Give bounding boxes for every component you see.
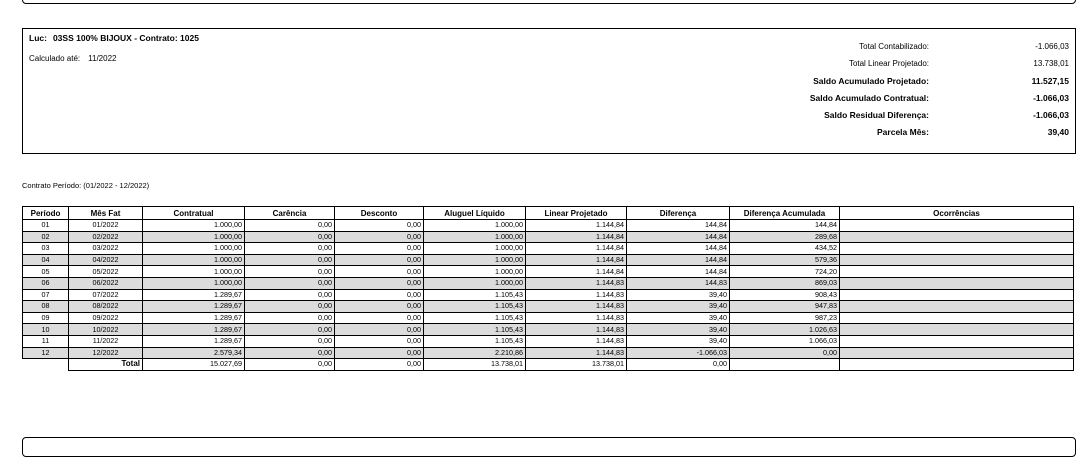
table-row [23,289,1074,301]
summary-row [509,106,1069,123]
table-cell: 10 [23,324,69,336]
table-cell: 1.144,84 [526,266,627,278]
table-cell: 1.289,67 [143,324,245,336]
table-cell: 08 [23,301,69,313]
summary-value: 11.527,15 [1031,75,1069,86]
table-cell: 1.000,00 [143,254,245,266]
table-cell: 0,00 [335,312,424,324]
table-cell: 579,36 [730,254,840,266]
bottom-frame [22,437,1076,457]
total-spacer [23,359,69,371]
total-cell: 13.738,01 [424,359,526,371]
summary-label: Total Contabilizado: [859,42,929,51]
table-cell: 1.000,00 [424,277,526,289]
table-cell: 1.000,00 [143,231,245,243]
calc-value: 11/2022 [88,54,117,63]
total-cell: 0,00 [335,359,424,371]
table-cell [840,312,1074,324]
table-row [23,254,1074,266]
table-cell: 11/2022 [69,335,143,347]
table-row [23,347,1074,359]
summary-value: -1.066,03 [1033,92,1069,103]
table-cell: 144,84 [627,243,730,255]
table-row [23,277,1074,289]
table-cell: 02 [23,231,69,243]
table-row [23,243,1074,255]
table-cell: 1.144,83 [526,301,627,313]
table-cell: 12 [23,347,69,359]
table-cell: 39,40 [627,301,730,313]
table-row [23,266,1074,278]
table-cell: 1.144,83 [526,277,627,289]
luc-value: 03SS 100% BIJOUX - Contrato: 1025 [52,33,199,43]
column-header: Diferença Acumulada [730,207,840,220]
summary-label: Saldo Residual Diferença: [824,109,929,120]
table-cell: 1.000,00 [424,243,526,255]
table-cell: 06/2022 [69,277,143,289]
table-cell: 39,40 [627,335,730,347]
table-row [23,301,1074,313]
table-cell: 0,00 [335,301,424,313]
table-cell [840,324,1074,336]
total-cell: 0,00 [627,359,730,371]
table-cell: 0,00 [335,266,424,278]
column-header: Diferença [627,207,730,220]
summary-row [509,89,1069,106]
table-cell: 0,00 [245,289,335,301]
table-cell: 1.000,00 [424,266,526,278]
table-cell: 908,43 [730,289,840,301]
table-cell: 0,00 [245,231,335,243]
table-cell: 2.579,34 [143,347,245,359]
table-cell: 1.000,00 [424,231,526,243]
column-header: Aluguel Líquido [424,207,526,220]
table-cell: 0,00 [335,335,424,347]
total-cell: 13.738,01 [526,359,627,371]
table-cell: 1.144,84 [526,231,627,243]
table-cell: 09/2022 [69,312,143,324]
column-header: Mês Fat [69,207,143,220]
table-cell: 1.105,43 [424,335,526,347]
summary-value: 39,40 [1047,126,1069,137]
total-label: Total [69,359,143,371]
table-cell: 0,00 [335,231,424,243]
table-cell: 1.000,00 [143,266,245,278]
column-header: Linear Projetado [526,207,627,220]
table-cell: 434,52 [730,243,840,255]
calculated-until [29,54,124,63]
table-row [23,324,1074,336]
summary-value: -1.066,03 [1033,109,1069,120]
summary-row [509,38,1069,55]
summary-label: Parcela Mês: [877,126,929,137]
table-row [23,231,1074,243]
table-cell: 144,84 [627,220,730,232]
table-header-row [23,207,1074,220]
luc-label: Luc: [29,33,47,43]
table-cell: 0,00 [245,335,335,347]
table-cell: 1.289,67 [143,312,245,324]
table-cell: 947,83 [730,301,840,313]
summary-value: 13.738,01 [1033,59,1069,68]
table-cell: 0,00 [335,254,424,266]
table-cell: 1.000,00 [143,277,245,289]
table-cell: 05 [23,266,69,278]
table-cell: 0,00 [335,220,424,232]
table-cell: 0,00 [730,347,840,359]
column-header: Período [23,207,69,220]
table-cell: 01/2022 [69,220,143,232]
table-cell: 1.144,84 [526,243,627,255]
column-header: Contratual [143,207,245,220]
table-cell [840,231,1074,243]
summary-block [509,38,1069,140]
table-cell: 0,00 [245,243,335,255]
table-cell: 02/2022 [69,231,143,243]
summary-value: -1.066,03 [1035,42,1069,51]
table-cell: 144,84 [627,254,730,266]
table-cell: 39,40 [627,289,730,301]
table-cell: 1.000,00 [143,243,245,255]
table-cell: 869,03 [730,277,840,289]
total-cell [730,359,840,371]
table-row [23,335,1074,347]
total-cell [840,359,1074,371]
table-cell: 1.289,67 [143,289,245,301]
contract-info-box [22,28,1076,154]
table-cell: -1.066,03 [627,347,730,359]
total-row [23,359,1074,371]
table-cell: 1.144,83 [526,335,627,347]
table-cell [840,277,1074,289]
table-cell: 1.105,43 [424,324,526,336]
summary-row [509,55,1069,72]
table-cell: 04 [23,254,69,266]
contract-period: Contrato Período: (01/2022 - 12/2022) [22,181,150,190]
table-cell: 11 [23,335,69,347]
table-cell: 1.105,43 [424,301,526,313]
table-cell: 1.000,00 [424,220,526,232]
table-cell: 12/2022 [69,347,143,359]
table-cell: 1.289,67 [143,335,245,347]
table-cell: 0,00 [245,324,335,336]
table-cell: 1.105,43 [424,289,526,301]
summary-label: Total Linear Projetado: [848,59,929,68]
table-row [23,312,1074,324]
column-header: Ocorrências [840,207,1074,220]
table-cell: 144,84 [730,220,840,232]
table-cell: 0,00 [335,277,424,289]
projection-table [22,206,1074,371]
table-cell: 10/2022 [69,324,143,336]
table-cell [840,347,1074,359]
summary-label: Saldo Acumulado Contratual: [809,92,929,103]
table-cell [840,289,1074,301]
table-cell: 09 [23,312,69,324]
table-cell: 1.144,83 [526,324,627,336]
table-cell: 144,84 [627,231,730,243]
table-cell: 0,00 [245,266,335,278]
table-cell: 07/2022 [69,289,143,301]
calc-label: Calculado até: [29,54,81,63]
table-row [23,220,1074,232]
table-cell [840,220,1074,232]
table-cell: 06 [23,277,69,289]
table-cell: 1.026,63 [730,324,840,336]
table-cell: 39,40 [627,312,730,324]
table-cell: 01 [23,220,69,232]
table-cell: 0,00 [245,254,335,266]
table-cell: 0,00 [335,347,424,359]
table-cell: 1.066,03 [730,335,840,347]
table-cell: 1.144,83 [526,312,627,324]
column-header: Desconto [335,207,424,220]
table-cell: 1.144,84 [526,220,627,232]
table-cell: 03 [23,243,69,255]
total-cell: 0,00 [245,359,335,371]
table-cell [840,301,1074,313]
table-cell: 04/2022 [69,254,143,266]
column-header: Carência [245,207,335,220]
table-cell: 1.289,67 [143,301,245,313]
summary-label: Saldo Acumulado Projetado: [813,75,929,86]
table-cell: 0,00 [245,220,335,232]
table-cell: 0,00 [245,347,335,359]
table-cell: 39,40 [627,324,730,336]
table-cell: 07 [23,289,69,301]
luc-line [29,33,205,43]
summary-row [509,72,1069,89]
table-cell: 0,00 [335,324,424,336]
summary-row [509,123,1069,140]
table-cell: 144,83 [627,277,730,289]
table-cell [840,254,1074,266]
table-cell: 1.000,00 [424,254,526,266]
table-cell: 0,00 [245,312,335,324]
table-cell: 987,23 [730,312,840,324]
table-cell: 1.105,43 [424,312,526,324]
table-cell: 724,20 [730,266,840,278]
total-cell: 15.027,69 [143,359,245,371]
table-cell: 0,00 [245,301,335,313]
table-cell: 0,00 [335,289,424,301]
table-cell: 1.000,00 [143,220,245,232]
table-cell [840,335,1074,347]
table-cell: 1.144,83 [526,347,627,359]
table-cell: 0,00 [335,243,424,255]
table-cell: 08/2022 [69,301,143,313]
table-cell [840,266,1074,278]
table-cell: 1.144,84 [526,254,627,266]
table-cell: 03/2022 [69,243,143,255]
table-cell: 1.144,83 [526,289,627,301]
table-cell: 2.210,86 [424,347,526,359]
table-cell: 05/2022 [69,266,143,278]
top-frame [22,0,1076,4]
table-cell: 0,00 [245,277,335,289]
table-cell: 289,68 [730,231,840,243]
table-cell [840,243,1074,255]
table-cell: 144,84 [627,266,730,278]
